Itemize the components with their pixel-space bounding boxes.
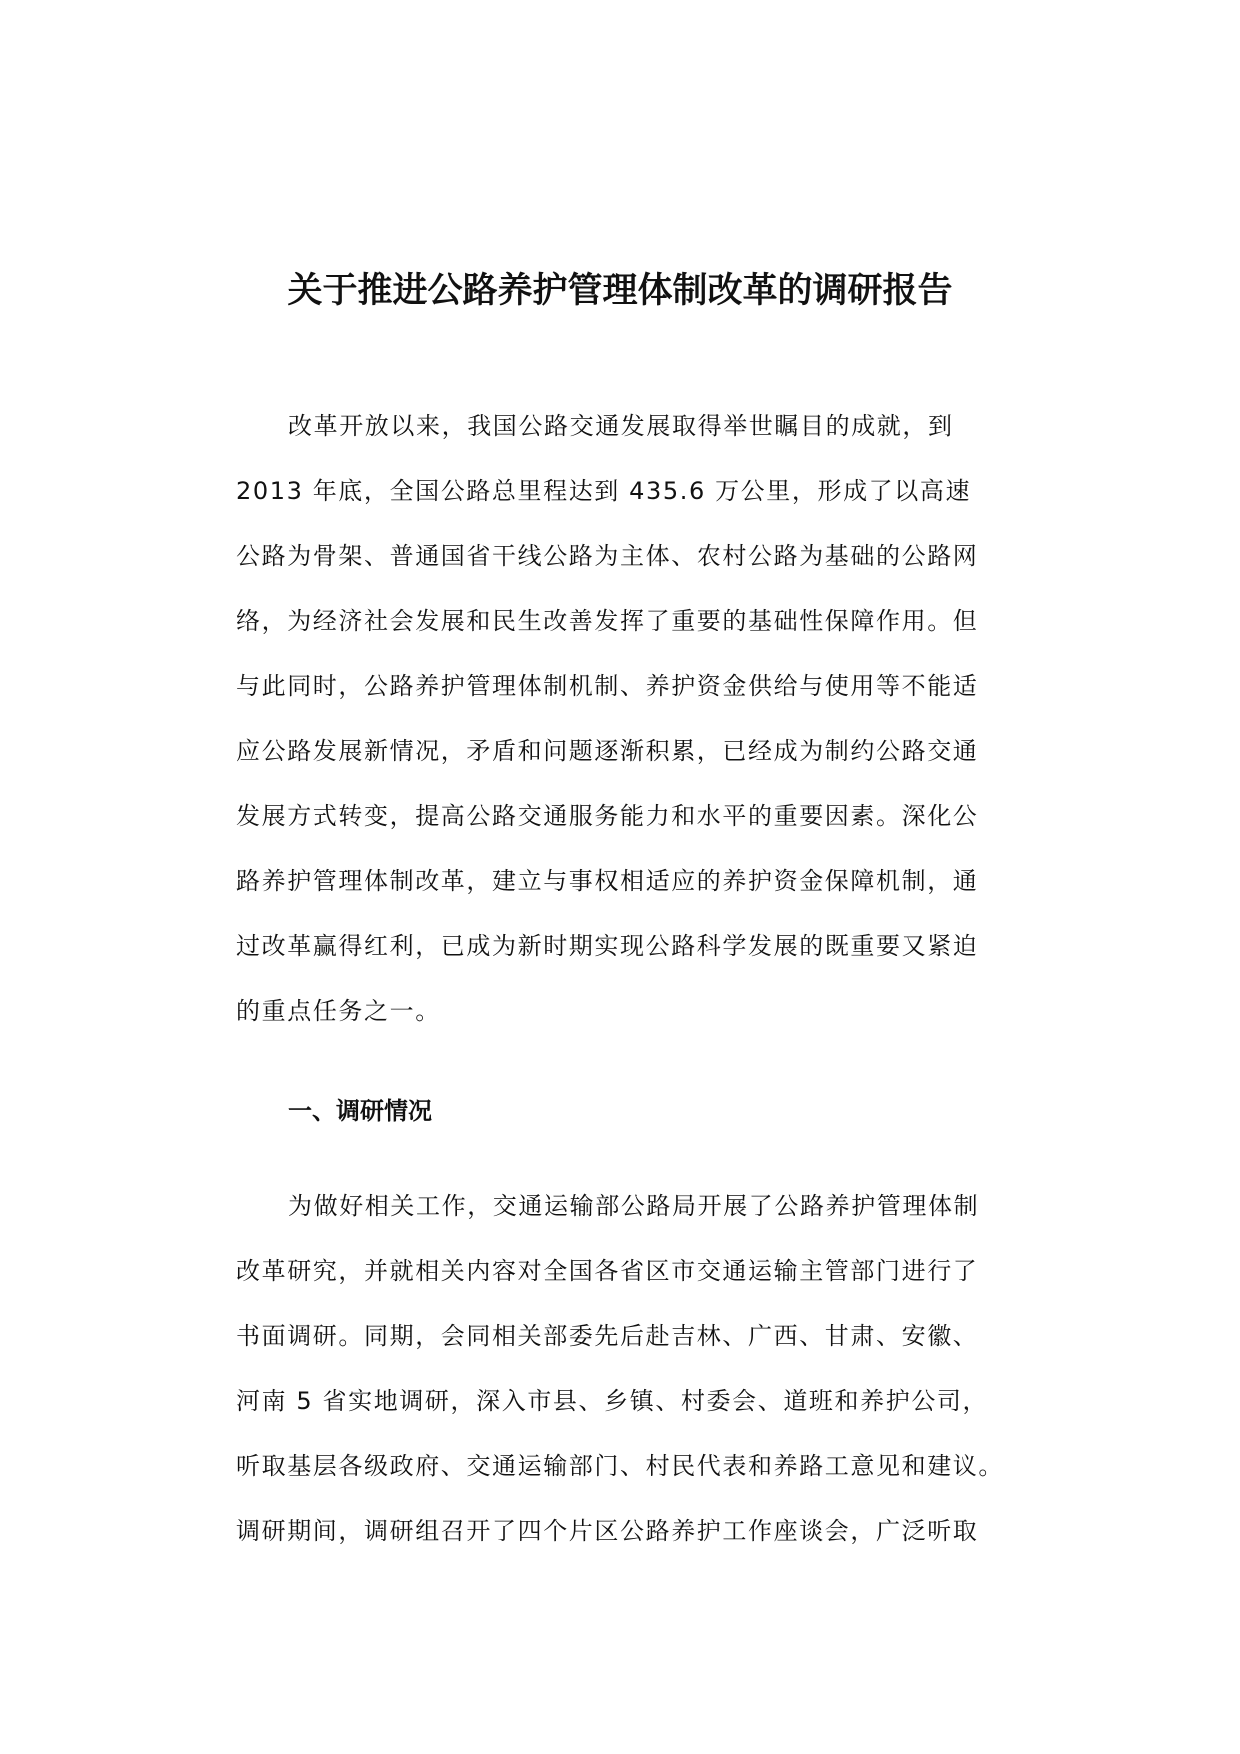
paragraph-1-line: 改革开放以来，我国公路交通发展取得举世瞩目的成就，到 <box>288 412 954 440</box>
paragraph-2-line: 书面调研。同期，会同相关部委先后赴吉林、广西、甘肃、安徽、 <box>236 1322 979 1350</box>
paragraph-1-line: 应公路发展新情况，矛盾和问题逐渐积累，已经成为制约公路交通 <box>236 737 979 765</box>
paragraph-1-line: 络，为经济社会发展和民生改善发挥了重要的基础性保障作用。但 <box>236 607 979 635</box>
paragraph-1-line: 2013 年底，全国公路总里程达到 435.6 万公里，形成了以高速 <box>236 477 972 505</box>
section-heading: 一、调研情况 <box>288 1097 432 1125</box>
paragraph-1-line: 公路为骨架、普通国省干线公路为主体、农村公路为基础的公路网 <box>236 542 979 570</box>
paragraph-1-line: 发展方式转变，提高公路交通服务能力和水平的重要因素。深化公 <box>236 802 979 830</box>
paragraph-2-line: 调研期间，调研组召开了四个片区公路养护工作座谈会，广泛听取 <box>236 1517 979 1545</box>
paragraph-1-line: 的重点任务之一。 <box>236 997 441 1025</box>
paragraph-2-line: 为做好相关工作，交通运输部公路局开展了公路养护管理体制 <box>288 1192 980 1220</box>
paragraph-1-line: 路养护管理体制改革，建立与事权相适应的养护资金保障机制，通 <box>236 867 979 895</box>
paragraph-2-line: 改革研究，并就相关内容对全国各省区市交通运输主管部门进行了 <box>236 1257 979 1285</box>
paragraph-1-line: 与此同时，公路养护管理体制机制、养护资金供给与使用等不能适 <box>236 672 979 700</box>
paragraph-1-line: 过改革赢得红利，已成为新时期实现公路科学发展的既重要又紧迫 <box>236 932 979 960</box>
document-title: 关于推进公路养护管理体制改革的调研报告 <box>287 271 953 311</box>
paragraph-2-line: 河南 5 省实地调研，深入市县、乡镇、村委会、道班和养护公司， <box>236 1387 989 1415</box>
paragraph-2-line: 听取基层各级政府、交通运输部门、村民代表和养路工意见和建议。 <box>236 1452 1004 1480</box>
